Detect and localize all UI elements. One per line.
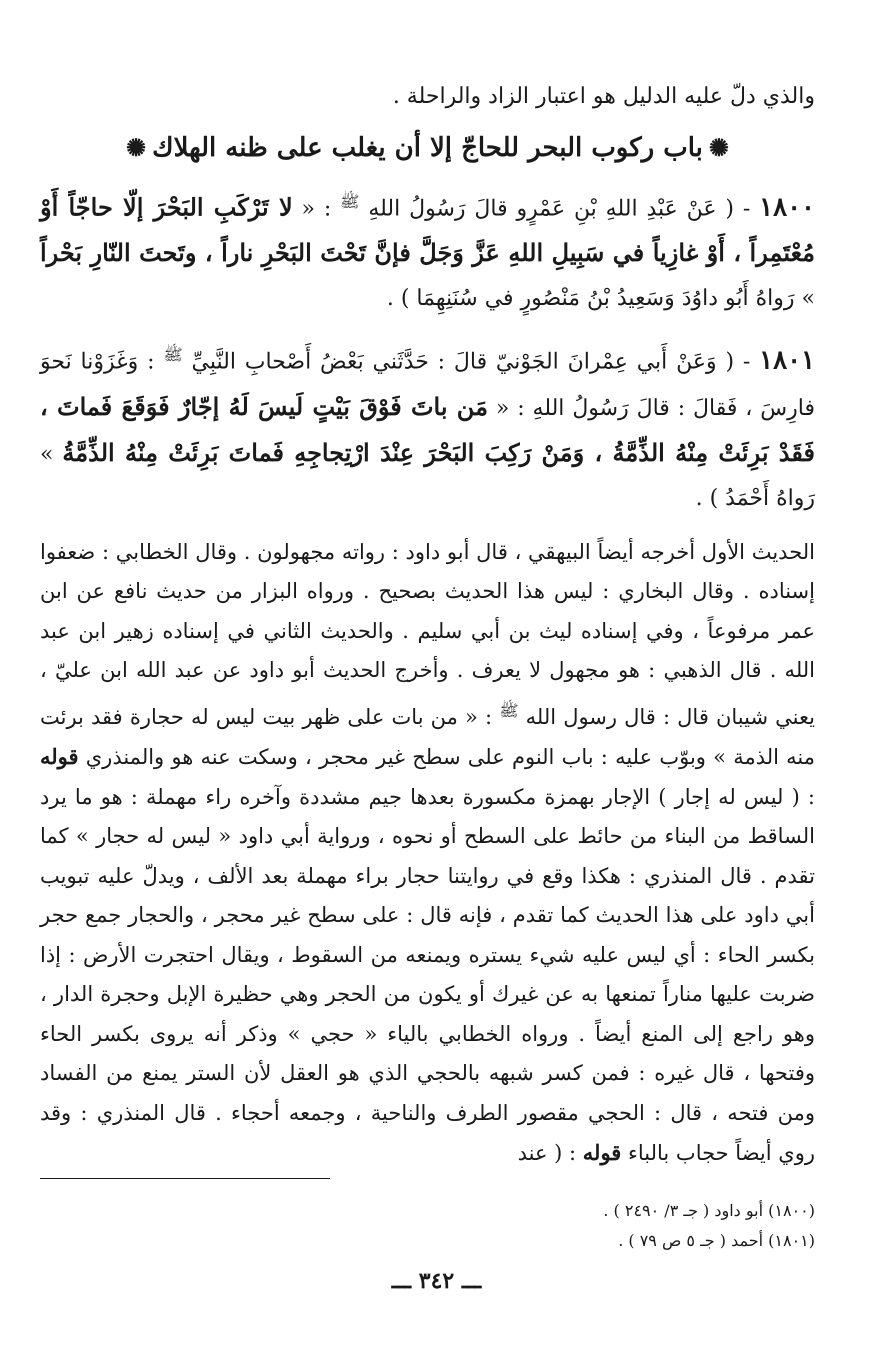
salutation-ligature: ﷺ (340, 192, 360, 211)
hadith-source: » رَواهُ أَحْمَدُ ) . (40, 441, 815, 511)
commentary-text: : ( ليس له إجار ) الإجار بهمزة مكسورة بعدها جيم مشددة وآخره راء مهملة : هو ما يرد الساقط من البناء من حائط على السطح أو نحوه ، ورواية أبي داود « ليس له حجار » كما تقدم . قال المنذري : هكذا وقع في روايتنا حجار براء مهملة بعد الألف ، ويدلّ عليه تبويب أبي داود على هذا الحديث كما تقدم ، فإنه قال : على سطح غير محجر ، والحجار جمع حجر بكسر الحاء : أي ليس عليه شيء يستره ويمنعه من السقوط ، ويقال احتجرت الأرض : إذا ضربت عليها مناراً تمنعها به عن غيرك أو يكون من الحجر وهي حظيرة الإبل وحجرة الدار ، وهو راجع إلى المنع أيضاً . ورواه الخطابي بالياء « حجي » وذكر أنه يروى بكسر الحاء وفتحها ، قال غيره : فمن كسر شبهه بالحجي الذي هو العقل لأن الستر يمنع من الفساد ومن فتحه ، قال : الحجي مقصور الطرف والناحية ، وجمعه أحجاء . قال المنذري : وقد روي أيضاً حجاب بالباء (40, 784, 815, 1166)
qawluh-marker: قوله (40, 744, 79, 770)
hadith-number: ١٨٠٠ (759, 192, 815, 223)
hadith-isnad: - ( وَعَنْ أَبي عِمْرانَ الجَوْنيّ قالَ : حَدَّثَني بَعْضُ أَصْحابِ النَّبِيِّ (182, 349, 760, 375)
chapter-title: باب ركوب البحر للحاجّ إلا أن يغلب على ظنه الهلاك (152, 133, 703, 163)
hadith-isnad: - ( عَنْ عَبْدِ اللهِ بْنِ عَمْرٍو قالَ رَسُولُ اللهِ (359, 196, 760, 222)
hadith-source: » رَواهُ أَبُو داوُدَ وَسَعِيدُ بْنُ مَنْصُورٍ في سُنَنِهِمَا ) . (386, 286, 815, 312)
star-ornament-icon: ✺ (708, 133, 729, 162)
qawluh-marker: قوله (582, 1140, 622, 1166)
hadith-number: ١٨٠١ (759, 345, 815, 376)
commentary-text: : « من بات على ظهر بيت ليس له حجارة فقد برئت منه الذمة » وبوّب عليه : باب النوم على سطح غير محجر ، وسكت عنه هو والمنذري (40, 704, 815, 770)
hadith-1800 (40, 180, 815, 321)
commentary-text: : ( عند (517, 1141, 583, 1166)
quote-open: : « (292, 196, 341, 222)
commentary-text: الحديث الأول أخرجه أيضاً البيهقي ، قال أبو داود : رواته مجهولون . وقال الخطابي : ضعفوا إسناده . وقال البخاري : ليس هذا الحديث بصحيح . ورواه البزار من حديث نافع عن ابن عمر مرفوعاً ، وفي إسناده ليث بن أبي سليم . والحديث الثاني في إسناده زهير ابن عبد الله . قال الذهبي : هو مجهول لا يعرف . وأخرج الحديث أبو داود عن عبد الله ابن عليّ ، يعني شيبان قال : قال رسول الله (40, 539, 815, 729)
hadith-matn: لا تَرْكَبِ البَحْرَ إلّا حاجّاً أَوْ مُعْتَمِراً ، أَوْ غازِياً في سَبِيلِ اللهِ عَزَّ وَجَلَّ فإنَّ تَحْتَ البَحْرِ ناراً ، وتَحتَ النّارِ بَحْراً (40, 192, 815, 268)
page-body (40, 78, 815, 1174)
intro-line: والذي دلّ عليه الدليل هو اعتبار الزاد والراحلة . (392, 84, 815, 109)
page-number: ـــ ٣٤٢ ـــ (391, 1268, 482, 1294)
hadith-1801 (40, 333, 815, 520)
footnotes (40, 1196, 815, 1256)
hadith-context: : وَغَزَوْنا نَحوَ فارِسَ ، فَقالَ : قالَ رَسُولُ اللهِ : « (40, 349, 815, 421)
salutation-ligature: ﷺ (163, 345, 183, 365)
footnote-divider (40, 1178, 330, 1179)
footnote-item: (١٨٠١) أحمد ( جـ ٥ ص ٧٩ ) . (618, 1231, 815, 1250)
hadith-matn: مَن باتَ فَوْقَ بَيْتٍ لَيسَ لَهُ إجّارٌ فَوَقَعَ فَماتَ ، فَقَدْ بَرِئَتْ مِنْهُ الذِّمَّةُ ، وَمَنْ رَكِبَ البَحْرَ عِنْدَ ارْتِجاجِهِ فَماتَ بَرِئَتْ مِنْهُ الذِّمَّةُ (40, 391, 816, 467)
star-ornament-icon: ✺ (126, 133, 147, 162)
salutation-ligature: ﷺ (499, 700, 519, 720)
commentary (40, 533, 815, 1174)
chapter-heading (40, 126, 815, 170)
footnote-item: (١٨٠٠) أبو داود ( جـ ٣/ ٢٤٩٠ ) . (603, 1201, 815, 1220)
